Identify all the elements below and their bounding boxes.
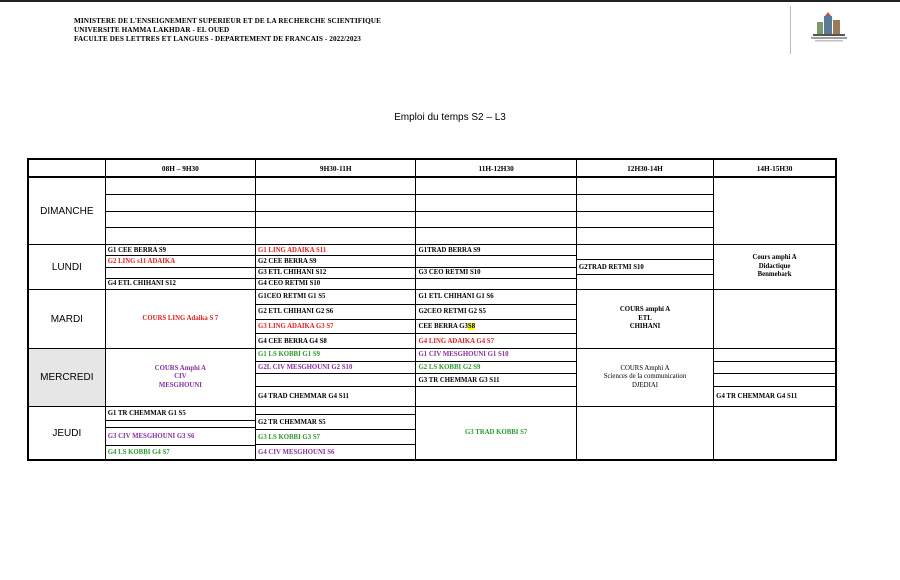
- course-line: COURS Amphi A: [620, 364, 670, 372]
- slot: [714, 374, 835, 387]
- course-line: Cours amphi A: [752, 254, 797, 262]
- day-label: JEUDI: [28, 407, 105, 461]
- cell: [105, 407, 255, 461]
- slot: G2 TR CHEMMAR S5: [256, 415, 415, 430]
- course-line: MESGHOUNI: [158, 381, 202, 389]
- cell: [714, 349, 836, 407]
- slot: G2 CEE BERRA S9: [256, 256, 415, 267]
- slot: G1CEO RETMI G1 S5: [256, 290, 415, 305]
- highlighted-room: S8: [467, 322, 476, 330]
- timetable: [27, 158, 837, 461]
- slot: G3 ETL CHIHANI S12: [256, 268, 415, 279]
- cell: [256, 177, 416, 245]
- row-jeudi: [28, 407, 836, 461]
- day-label: MERCREDI: [28, 349, 105, 407]
- amphi-course-block: [714, 254, 835, 280]
- course-line: CHIHANI: [629, 323, 661, 331]
- document-header: [74, 17, 381, 44]
- cell: [256, 290, 416, 349]
- row-lundi: [28, 245, 836, 290]
- course-line: DJEDIAI: [631, 381, 659, 389]
- header-divider: [790, 6, 791, 54]
- col-header-5: 14H-15H30: [714, 159, 836, 177]
- slot: G4 TR CHEMMAR G4 S11: [716, 393, 798, 401]
- slot: G4 CEO RETMI S10: [258, 280, 321, 288]
- slot: G1 CIV MESGHOUNI G1 S10: [416, 349, 575, 362]
- slot: [714, 362, 835, 375]
- amphi-course-block: [577, 365, 713, 391]
- course-line: Didactique: [758, 262, 791, 270]
- course-block: COURS LING Adaika S 7: [142, 314, 219, 322]
- timetable-header-row: [28, 159, 836, 177]
- slot: G1 LING ADAIKA S11: [256, 245, 415, 256]
- amphi-course-block: [577, 306, 713, 332]
- day-label: LUNDI: [28, 245, 105, 290]
- course-line: COURS Amphi A: [154, 364, 207, 372]
- course-line: CIV: [174, 373, 187, 381]
- header-ministry: MINISTERE DE L'ENSEIGNEMENT SUPERIEUR ET DE LA RECHERCHE SCIENTIFIQUE: [74, 17, 381, 25]
- slot: G3 LING ADAIKA G3 S7: [256, 320, 415, 335]
- slot: [416, 279, 575, 289]
- course-line: Benmebark: [757, 271, 792, 279]
- cell: [416, 349, 576, 407]
- slot: [106, 421, 255, 428]
- slot: G2CEO RETMI G2 S5: [416, 305, 575, 320]
- page-title: Emploi du temps S2 – L3: [394, 112, 506, 123]
- col-header-3: 11H-12H30: [416, 159, 576, 177]
- university-logo-icon: [803, 10, 855, 44]
- cell: [576, 177, 713, 245]
- slot: [577, 275, 713, 289]
- slot: [416, 387, 575, 406]
- course-line: ETL: [638, 314, 652, 322]
- slot: G4 CEE BERRA G4 S8: [258, 337, 327, 345]
- cell: [416, 407, 576, 461]
- slot: G3 LS KOBBI G3 S7: [256, 430, 415, 445]
- slot: G1TRAD BERRA S9: [416, 245, 575, 256]
- cell: [256, 245, 416, 290]
- slot: G2 LING s11 ADAIKA: [106, 256, 255, 267]
- cell: [105, 290, 255, 349]
- slot: G4 LING ADAIKA G4 S7: [418, 337, 494, 345]
- col-header-1: 08H – 9H30: [105, 159, 255, 177]
- cell: [256, 349, 416, 407]
- course-line: COURS amphi A: [619, 306, 671, 314]
- slot: [577, 245, 713, 260]
- cell: [416, 177, 576, 245]
- slot: G4 TRAD CHEMMAR G4 S11: [258, 393, 349, 401]
- header-faculty: FACULTE DES LETTRES ET LANGUES - DEPARTEMENT DE FRANCAIS - 2022/2023: [74, 35, 361, 43]
- cell: [714, 245, 836, 290]
- row-mardi: [28, 290, 836, 349]
- cell: [714, 177, 836, 245]
- cell: [416, 290, 576, 349]
- slot: G1 CEE BERRA S9: [106, 245, 255, 256]
- cell: [105, 349, 255, 407]
- slot: G2 ETL CHIHANI G2 S6: [256, 305, 415, 320]
- slot: G2 LS KOBBI G2 S9: [416, 362, 575, 375]
- slot: [256, 407, 415, 415]
- slot: [106, 268, 255, 279]
- slot: G1 ETL CHIHANI G1 S6: [416, 290, 575, 305]
- day-label: MARDI: [28, 290, 105, 349]
- cell: [714, 407, 836, 461]
- cell: [714, 290, 836, 349]
- slot: G3 CEO RETMI S10: [416, 268, 575, 279]
- slot: G2L CIV MESGHOUNI G2 S10: [256, 362, 415, 375]
- amphi-course-block: [106, 365, 255, 391]
- slot: [256, 374, 415, 387]
- header-university: UNIVERSITE HAMMA LAKHDAR - EL OUED: [74, 26, 230, 34]
- top-border-line: [0, 0, 900, 2]
- slot: G1 LS KOBBI G1 S9: [256, 349, 415, 362]
- slot: G1 TR CHEMMAR G1 S5: [106, 407, 255, 421]
- slot: G4 LS KOBBI G4 S7: [107, 449, 170, 457]
- slot: G4 ETL CHIHANI S12: [107, 280, 176, 288]
- slot-text: CEE BERRA G3: [418, 322, 468, 330]
- cell: [416, 245, 576, 290]
- course-line: Sciences de la communication: [603, 373, 687, 381]
- course-block: G3 TRAD KOBBI S7: [464, 428, 528, 436]
- corner-cell: [28, 159, 105, 177]
- col-header-4: 12H30-14H: [576, 159, 713, 177]
- slot: G2TRAD RETMI S10: [577, 260, 713, 275]
- slot: G3 CIV MESGHOUNI G3 S6: [106, 428, 255, 446]
- cell: [105, 177, 255, 245]
- cell: [576, 349, 713, 407]
- row-mercredi: [28, 349, 836, 407]
- slot: [714, 349, 835, 362]
- slot: [416, 320, 575, 335]
- slot: G4 CIV MESGHOUNI S6: [258, 448, 335, 456]
- day-label: DIMANCHE: [28, 177, 105, 245]
- cell: [105, 245, 255, 290]
- slot: G3 TR CHEMMAR G3 S11: [416, 374, 575, 387]
- col-header-2: 9H30-11H: [256, 159, 416, 177]
- row-dimanche: [28, 177, 836, 245]
- cell: [256, 407, 416, 461]
- cell: [576, 245, 713, 290]
- cell: [576, 407, 713, 461]
- cell: [576, 290, 713, 349]
- slot: [416, 256, 575, 267]
